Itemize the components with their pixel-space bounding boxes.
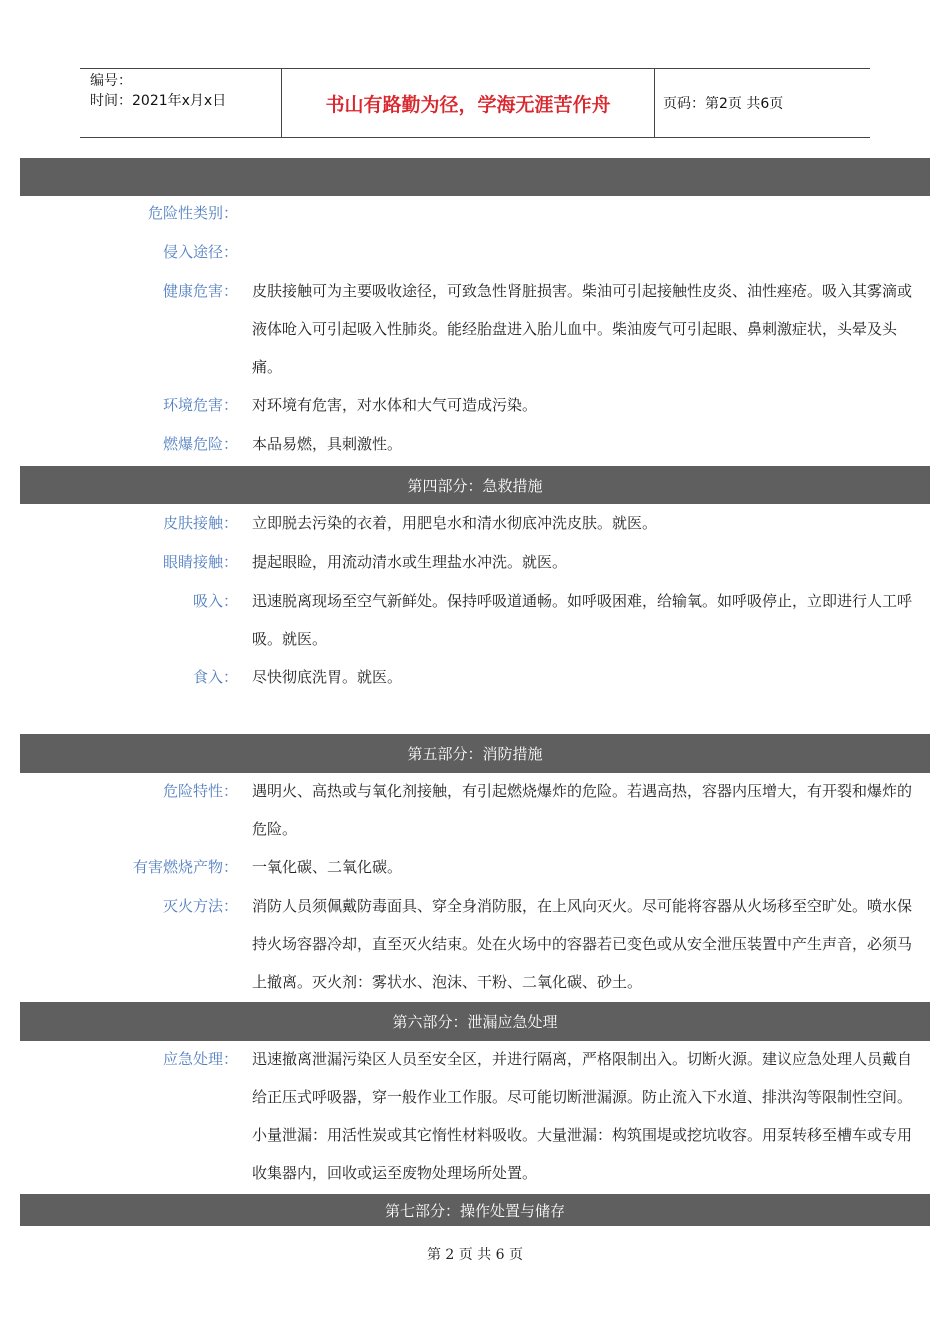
page-header: [80, 68, 870, 138]
row-label: 环境危害：: [162, 396, 238, 414]
row-label: 应急处理：: [162, 1050, 238, 1068]
row-label: 燃爆危险：: [162, 435, 238, 453]
section6-title-bar: 第六部分：泄漏应急处理: [20, 1002, 930, 1041]
section4-title-bar: 第四部分：急救措施: [20, 466, 930, 504]
section3-row: [20, 272, 930, 386]
row-label: 皮肤接触：: [162, 514, 238, 532]
row-label: 危险性类别：: [147, 204, 238, 222]
row-value: 本品易燃，具刺激性。: [252, 435, 403, 453]
section5-row: [20, 887, 930, 1001]
row-label: 灭火方法：: [162, 897, 238, 915]
section3-row: [20, 233, 930, 271]
row-label: 眼睛接触：: [162, 553, 238, 571]
header-motto: 书山有路勤为径，学海无涯苦作舟: [282, 69, 655, 137]
section3-header-bar: [20, 158, 930, 196]
row-label: 食入：: [192, 668, 238, 686]
row-value: 一氧化碳、二氧化碳。: [252, 858, 403, 876]
row-label: 吸入：: [192, 592, 238, 610]
row-label: 侵入途径：: [162, 243, 238, 261]
header-page-label: 页码：第2页 共6页: [663, 96, 784, 112]
row-value: 尽快彻底洗胃。就医。: [252, 668, 403, 686]
section7-title-bar: 第七部分：操作处置与储存: [20, 1194, 930, 1226]
row-value: 遇明火、高热或与氧化剂接触，有引起燃烧爆炸的危险。若遇高热，容器内压增大，有开裂和爆炸的危险。: [252, 782, 913, 838]
section5-row: [20, 848, 930, 886]
section3-row: [20, 425, 930, 463]
row-value: 立即脱去污染的衣着，用肥皂水和清水彻底冲洗皮肤。就医。: [252, 514, 658, 532]
row-value: 消防人员须佩戴防毒面具、穿全身消防服，在上风向灭火。尽可能将容器从火场移至空旷处。喷水保持火场容器冷却，直至灭火结束。处在火场中的容器若已变色或从安全泄压装置中产生声音，必须马上撤离。灭火剂：雾状水、泡沫、干粉、二氧化碳、砂土。: [252, 897, 913, 991]
header-time-label: 时间：2021年x月x日: [90, 93, 227, 109]
section3-row: [20, 386, 930, 424]
section4-row: [20, 582, 930, 658]
row-value: 提起眼睑，用流动清水或生理盐水冲洗。就医。: [252, 553, 568, 571]
header-left-cell: [80, 69, 282, 137]
row-value: 迅速脱离现场至空气新鲜处。保持呼吸道通畅。如呼吸困难，给输氧。如呼吸停止，立即进行人工呼吸。就医。: [252, 592, 913, 648]
row-label: 危险特性：: [162, 782, 238, 800]
section4-row: [20, 543, 930, 581]
header-number-label: 编号：: [90, 73, 132, 89]
section5-row: [20, 772, 930, 848]
row-label: 有害燃烧产物：: [132, 858, 238, 876]
page-footer: 第 2 页 共 6 页: [426, 1247, 524, 1263]
row-label: 健康危害：: [162, 282, 238, 300]
row-value: [252, 233, 920, 271]
section4-row: [20, 658, 930, 696]
section6-row: [20, 1040, 930, 1192]
row-value: 皮肤接触可为主要吸收途径，可致急性肾脏损害。柴油可引起接触性皮炎、油性痤疮。吸入其雾滴或液体呛入可引起吸入性肺炎。能经胎盘进入胎儿血中。柴油废气可引起眼、鼻刺激症状，头晕及头痛。: [252, 282, 913, 376]
section4-row: [20, 504, 930, 542]
section3-row: [20, 194, 930, 232]
row-value: 对环境有危害，对水体和大气可造成污染。: [252, 396, 538, 414]
row-value: [252, 194, 920, 232]
row-value: 迅速撤离泄漏污染区人员至安全区，并进行隔离，严格限制出入。切断火源。建议应急处理人员戴自给正压式呼吸器，穿一般作业工作服。尽可能切断泄漏源。防止流入下水道、排洪沟等限制性空间。小量泄漏：用活性炭或其它惰性材料吸收。大量泄漏：构筑围堤或挖坑收容。用泵转移至槽车或专用收集器内，回收或运至废物处理场所处置。: [252, 1050, 913, 1182]
section5-title-bar: 第五部分：消防措施: [20, 734, 930, 773]
